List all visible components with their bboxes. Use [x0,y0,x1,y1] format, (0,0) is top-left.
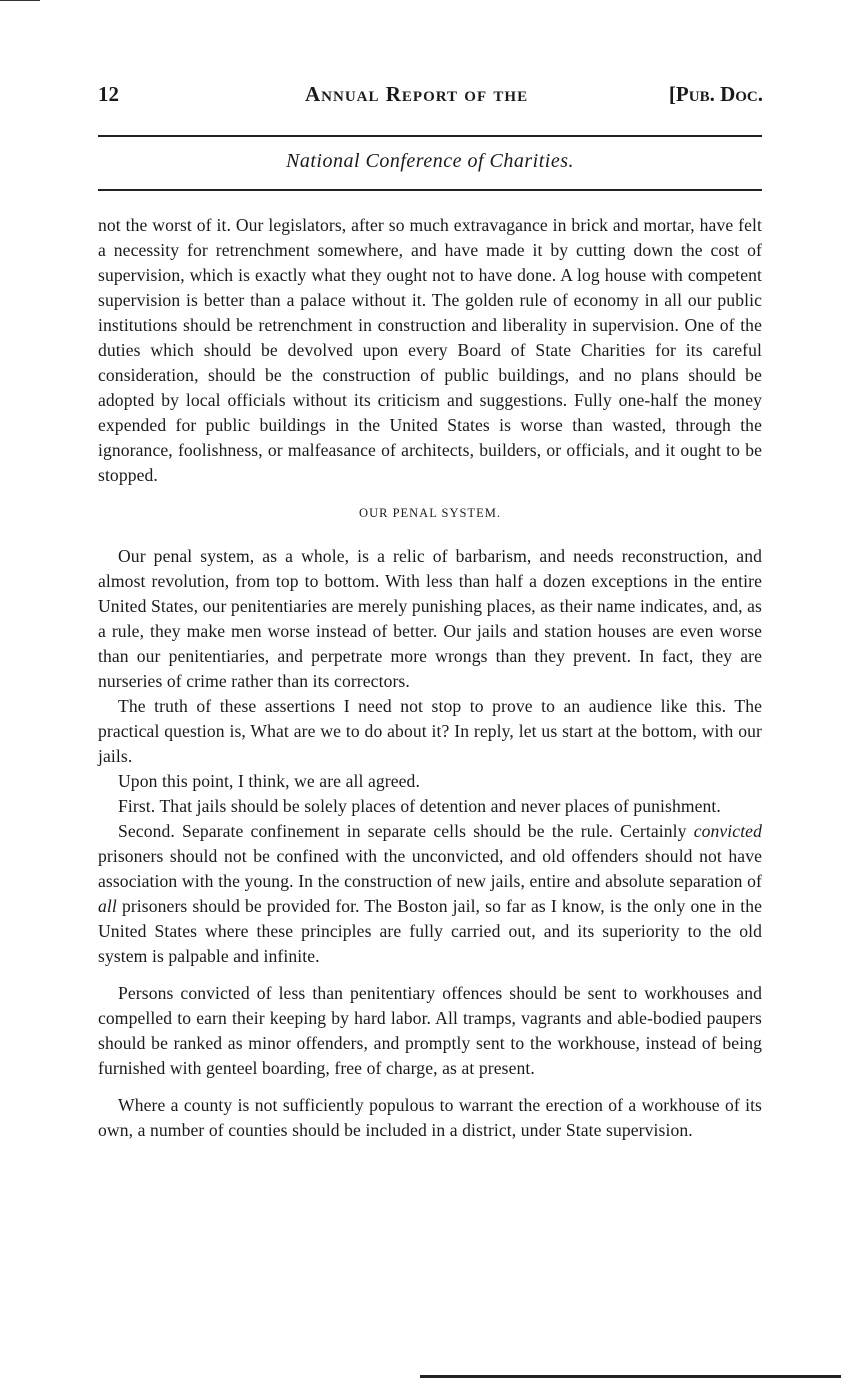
page-number: 12 [98,82,119,106]
running-head [98,82,763,112]
emphasis-convicted: convicted [693,821,762,841]
section-heading: OUR PENAL SYSTEM. [359,506,501,520]
document-label: [Pub. Doc. [668,82,763,106]
paragraph-continuation: not the worst of it. Our legislators, after so much extravagance in brick and mortar, have felt a necessity for retrenchment somewhere, and have made it by cutting down the cost of supervision, which is exactly what they ought not to have done. A log house with competent supervision is better than a palace without it. The golden rule of economy in all our public institutions should be retrenchment in construction and liberality in supervision. One of the duties which should be devolved upon every Board of State Charities for its careful consideration, should be the construction of public buildings, and no plans should be adopted by local officials without its criticism and suggestions. Fully one-half the money expended for public buildings in the United States is worse than wasted, through the ignorance, foolishness, or malfeasance of architects, builders, or officials, and it ought to be stopped. [98,215,762,485]
report-title: Annual Report of the [305,82,529,106]
corner-mark [0,0,40,1]
footer-rule [420,1375,841,1378]
paragraph-second-part-3: prisoners should be provided for. The Boston jail, so far as I know, is the only one in the United States where these principles are fully carried out, and its superiority to the old system is palpable and infinite. [98,896,762,966]
conference-subheader: National Conference of Charities. [286,150,574,172]
paragraph-workhouses: Persons convicted of less than penitentiary offences should be sent to workhouses and compelled to earn their keeping by hard labor. All tramps, vagrants and able-bodied paupers should be ranked as minor offenders, and promptly sent to the workhouse, instead of being furnished with genteel boarding, free of charge, as at present. [98,983,762,1078]
paragraph-second [98,819,762,969]
body-text [98,213,762,1143]
paragraph-penal-system: Our penal system, as a whole, is a relic of barbarism, and needs reconstruction, and almost revolution, from top to bottom. With less than half a dozen exceptions in the entire United States, our penitentiaries are merely punishing places, as their name indicates, and, as a rule, they make men worse instead of better. Our jails and station houses are even worse than our penitentiaries, and perpetrate more wrongs than they prevent. In fact, they are nurseries of crime rather than its correctors. [98,546,762,691]
paragraph-second-part-2: prisoners should not be confined with the unconvicted, and old offenders should not have association with the young. In the construction of new jails, entire and absolute separation of [98,846,762,891]
header-rule-top [98,135,762,137]
paragraph-agreed: Upon this point, I think, we are all agreed. [118,771,420,791]
paragraph-truth: The truth of these assertions I need not stop to prove to an audience like this. The practical question is, What are we to do about it? In reply, let us start at the bottom, with our jails. [98,696,762,766]
header-rule-bottom [98,189,762,191]
paragraph-county: Where a county is not sufficiently populous to warrant the erection of a workhouse of its own, a number of counties should be included in a district, under State supervision. [98,1095,762,1140]
paragraph-second-part-1: Second. Separate confinement in separate cells should be the rule. Certainly [118,821,694,841]
paragraph-first: First. That jails should be solely places of detention and never places of punishment. [118,796,721,816]
emphasis-all: all [98,896,117,916]
